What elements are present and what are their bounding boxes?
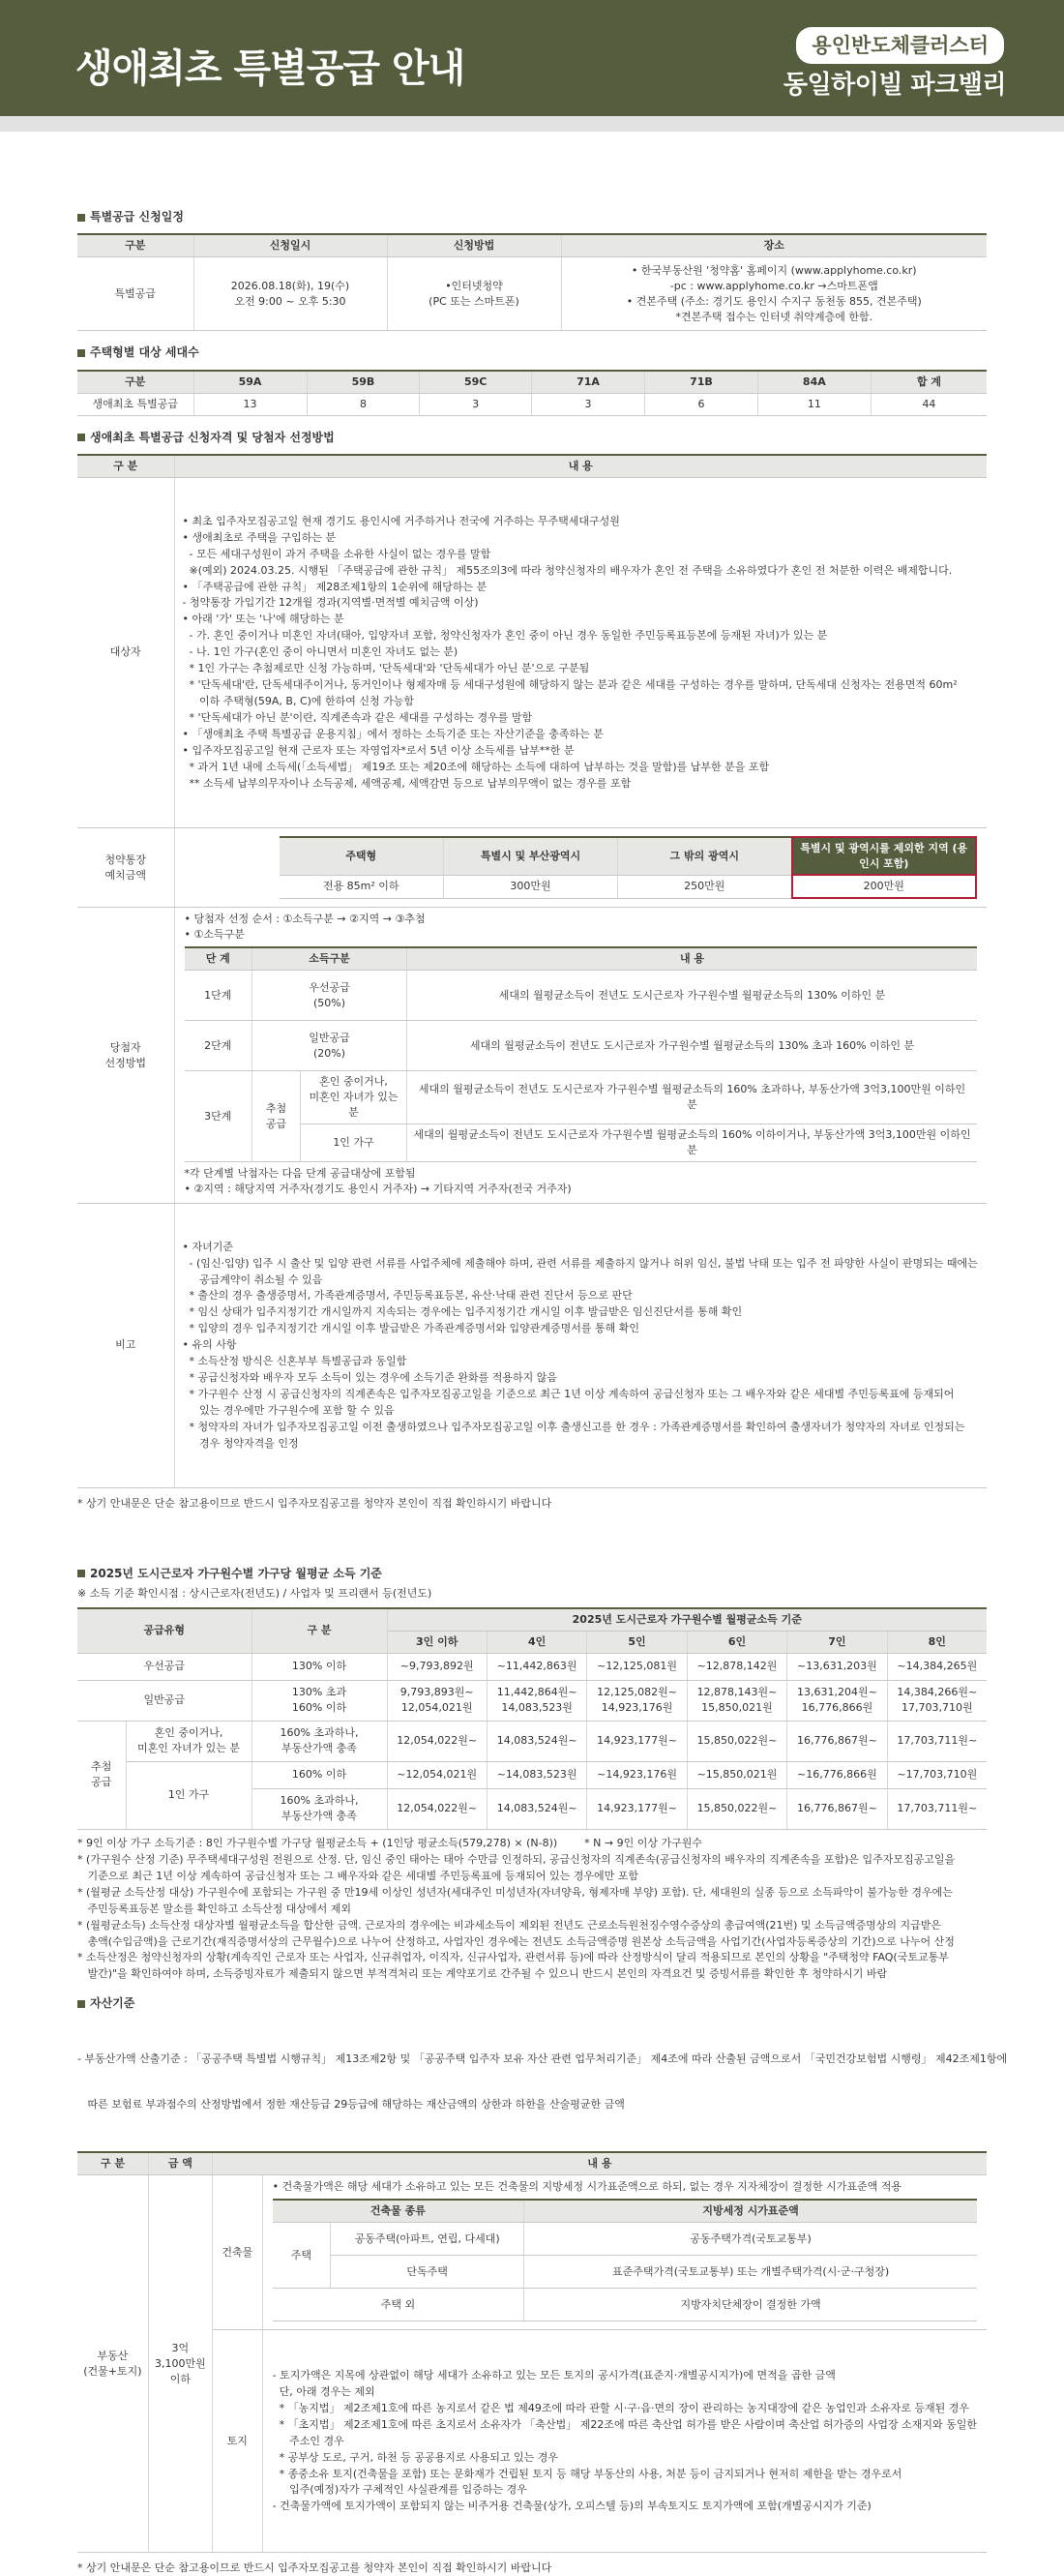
list-item: * 가구원수 산정 시 공급신청자의 직계존속은 입주자모집공고일을 기준으로 최근 1년 이상 계속하여 공급신청자 또는 그 배우자와 같은 세대별 주민등록표에 등재되어 [182, 1388, 955, 1401]
list-item: 이하 주택형(59A, B, C)에 한하여 신청 가능함 [182, 695, 415, 708]
cell: 13 [193, 393, 307, 415]
cell: 3단계 [185, 1071, 252, 1162]
table-header-row [77, 2152, 987, 2174]
section-subtitle: ※ 소득 기준 확인시점 : 상시근로자(전년도) / 사업자 및 프리랜서 등(전년도) [77, 1587, 432, 1601]
cell: ~12,125,081원 [587, 1653, 687, 1680]
text: 미혼인 자녀가 있는 분 [136, 1742, 241, 1755]
list-item: * 공부상 도로, 구거, 하천 등 공공용지로 사용되고 있는 경우 [272, 2450, 558, 2464]
list-item: 발간)"을 확인하여야 하며, 소득증빙자료가 제출되지 않으면 부적격처리 또는 계약포기로 간주될 수 있으니 반드시 본인의 자격요건 및 증빙서류를 확인한 후 청약하시기 바람 [77, 1967, 888, 1981]
cell: ~14,083,523원 [487, 1761, 586, 1788]
cell: 12,054,022원~ [387, 1721, 487, 1761]
cell: 토지 [212, 2330, 262, 2553]
note-2: * 상기 안내문은 단순 참고용이므로 반드시 입주자모집공고를 청약자 본인이 직접 확인하시기 바랍니다 [77, 2561, 552, 2575]
list-item: * 「농지법」 제2조제1호에 따른 농지로서 같은 법 제49조에 따라 관할 시·구·읍·면의 장이 관리하는 농지대장에 같은 농업인과 소유자로 등재된 경우 [272, 2401, 969, 2414]
cell: 44 [871, 393, 987, 415]
list-item: • 생애최초로 주택을 구입하는 분 [182, 530, 337, 544]
list-item: - 모든 세대구성원이 과거 주택을 소유한 사실이 없는 경우를 말함 [182, 547, 491, 560]
list-item: * (월평균소득) 소득산정 대상자별 월평균소득을 합산한 금액. 근로자의 경우에는 비과세소득이 제외된 전년도 근로소득원천징수영수증상의 총급여액(21번) 및 소득금액증명상의 지급받은 [77, 1918, 942, 1932]
cell: 14,083,524원~ [487, 1721, 586, 1761]
brand-badge: 용인반도체클러스터 [796, 27, 1004, 64]
table-row [77, 1653, 987, 1680]
table-row [273, 2289, 977, 2321]
text: 공급 [91, 1776, 112, 1789]
row-label [77, 908, 174, 1203]
text: 11,442,864원~ [496, 1686, 577, 1699]
th: 구분 [77, 234, 193, 256]
section-title-units [77, 344, 987, 361]
th: 84A [757, 371, 871, 393]
table-header-row [77, 1608, 987, 1631]
cell [787, 1680, 887, 1721]
text: 청약통장 [104, 853, 146, 866]
cell: 300만원 [444, 875, 618, 898]
cell: 공동주택(아파트, 연립, 다세대) [331, 2223, 524, 2256]
text: • ②지역 : 해당지역 거주자(경기도 용인시 거주자) → 기타지역 거주자(전국 거주자) [184, 1182, 572, 1195]
cell [251, 1788, 387, 1829]
list-item: * '단독세대가 아닌 분'이란, 직계존속과 같은 세대를 구성하는 경우를 말함 [182, 711, 533, 725]
list-item: * 종중소유 토지(건축물을 포함) 또는 문화재가 건립된 토지 등 해당 부동산의 사용, 처분 등이 금지되거나 현저히 제한을 받는 경우로서 [272, 2467, 902, 2480]
cell: 14,923,177원~ [587, 1788, 687, 1829]
income-table [77, 1607, 987, 1830]
cell [77, 1721, 126, 1829]
th: 지방세정 시가표준액 [524, 2200, 977, 2222]
table-row [77, 1761, 987, 1788]
cell [126, 1721, 251, 1761]
cell: 14,923,177원~ [587, 1721, 687, 1761]
list-item: 있는 경우에만 가구원수에 포함 할 수 있음 [182, 1404, 395, 1418]
list-item: * 소득산정은 청약신청자의 상황(계속직인 근로자 또는 사업자, 신규취업자, 이직자, 신규사업자, 관련서류 등)에 따라 산정방식이 달리 적용되므로 본인의 상황을 "주택청약 FAQ(국토교통부 [77, 1951, 949, 1964]
text: 일반공급 [309, 1031, 350, 1044]
cell: 공동주택가격(국토교통부) [524, 2223, 977, 2256]
list-item: * 청약자의 자녀가 입주자모집공고일 이전 출생하였으나 입주자모집공고일 이후 출생신고를 한 경우 : 가족관계증명서를 확인하여 출생자녀가 청약자의 자녀로 인정되는 [182, 1420, 965, 1433]
remark-list [183, 1240, 980, 1452]
cell: 15,850,022원~ [687, 1721, 786, 1761]
th: 2025년 도시근로자 가구원수별 월평균소득 기준 [387, 1608, 987, 1631]
target-list [183, 514, 980, 792]
table-header-row [280, 837, 977, 876]
cell [561, 257, 987, 331]
text: 9,793,893원~ [399, 1686, 474, 1699]
text: 160% 초과하나, [280, 1794, 359, 1808]
cell: 특별공급 [77, 257, 193, 331]
cell: 건축물 [212, 2175, 262, 2330]
text: 추첨 [91, 1760, 112, 1774]
list-item: - 가. 혼인 중이거나 미혼인 자녀(태아, 입양자녀 포함, 청약신청자가 혼인 중이 아닌 경우 동일한 주민등록표등본에 등재된 자녀)가 있는 분 [182, 629, 828, 643]
cell [252, 971, 407, 1021]
th: 합 계 [871, 371, 987, 393]
text: (PC 또는 스마트폰) [429, 294, 519, 308]
cell [587, 1680, 687, 1721]
list-item: * (월평균 소득산정 대상) 가구원수에 포함되는 가구원 중 만19세 이상인 성년자(세대주인 미성년자(자녀양육, 형제자매 부양) 포함). 단, 세대원의 실종 등으로 소득파악이 불가능한 경우에는 [77, 1885, 953, 1899]
list-item: * 소득산정 방식은 신혼부부 특별공급과 동일함 [182, 1355, 407, 1368]
th: 금 액 [148, 2152, 212, 2174]
table-header-row [185, 947, 978, 970]
text: 우선공급 [309, 980, 350, 994]
schedule-table [77, 233, 987, 331]
text: 2026.08.18(화), 19(수) [230, 279, 350, 292]
table-row [77, 257, 987, 331]
list-item: 기준으로 최근 1년 이상 계속하여 공급신청자 또는 그 배우자와 같은 세대별 주민등록표에 등재되어 있는 경우에만 포함 [77, 1869, 638, 1882]
list-item: * '단독세대'란, 단독세대주이거나, 동거인이나 형제자매 등 세대구성원에 해당하지 않는 분과 같은 세대를 구성하는 경우를 말하며, 단독세대 신청자는 전용면적 60m² [182, 678, 958, 692]
list-item: 주소인 경우 [272, 2434, 344, 2447]
cell [252, 1021, 407, 1071]
cell: ~16,776,866원 [787, 1761, 887, 1788]
list-item: 경우 청약자격을 인정 [182, 1436, 299, 1450]
row-label: 비고 [77, 1203, 174, 1487]
list-item: - 청약통장 가입기간 12개월 경과(지역별·면적별 예치금액 이상) [182, 596, 479, 610]
cell: 12,054,022원~ [387, 1788, 487, 1829]
square-bullet-icon [77, 214, 85, 222]
target-content [174, 477, 987, 827]
cell: 세대의 월평균소득이 전년도 도시근로자 가구원수별 월평균소득의 160% 이하이거나, 부동산가액 3억3,100만원 이하인 분 [407, 1124, 978, 1162]
table-row [280, 875, 977, 898]
cell: 11 [757, 393, 871, 415]
winner-table [185, 946, 978, 1162]
row-label [77, 827, 174, 908]
list-item: * 과거 1년 내에 소득세(「소득세법」 제19조 또는 제20조에 해당하는 소득에 대하여 납부하는 것을 말함)를 납부한 분을 포함 [182, 760, 770, 773]
text: 3,100만원 [154, 2356, 206, 2370]
text: *견본주택 접수는 인터넷 취약계층에 한함. [675, 310, 873, 323]
text: (50%) [312, 996, 346, 1009]
cell: ~14,384,265원 [887, 1653, 987, 1680]
list-item: ** 소득세 납부의무자이나 소득공제, 세액공제, 세액감면 등으로 납부의무액이 없는 경우를 포함 [182, 776, 632, 790]
list-item: - 토지가액은 지목에 상관없이 해당 세대가 소유하고 있는 모든 토지의 공시가격(표준지·개별공시지가)에 면적을 곱한 금액 [272, 2368, 836, 2381]
list-item: • 유의 사항 [182, 1338, 237, 1352]
qualification-table [77, 454, 987, 1488]
text: • 당첨자 선정 순서 : ①소득구분 → ②지역 → ③추첨 [184, 913, 426, 926]
th: 8인 [887, 1631, 987, 1653]
cell: 세대의 월평균소득이 전년도 도시근로자 가구원수별 월평균소득의 130% 이하인 분 [407, 971, 978, 1021]
cell: 지방자치단체장이 결정한 가액 [524, 2289, 977, 2321]
table-row [77, 2175, 987, 2330]
list-item: • 「생애최초 주택 특별공급 운용지침」에서 정하는 소득기준 또는 자산기준을 충족하는 분 [182, 727, 604, 740]
text: 3억 [171, 2341, 190, 2354]
cell: 세대의 월평균소득이 전년도 도시근로자 가구원수별 월평균소득의 160% 초과하나, 부동산가액 3억3,100만원 이하인 분 [407, 1071, 978, 1124]
cell [387, 1680, 487, 1721]
cell [251, 1721, 387, 1761]
cell: ~11,442,863원 [487, 1653, 586, 1680]
cell [262, 2175, 987, 2330]
cell: 14,083,524원~ [487, 1788, 586, 1829]
cell: ~14,923,176원 [587, 1761, 687, 1788]
table-row [185, 971, 978, 1021]
cell: 6 [645, 393, 758, 415]
list-item: * 「초지법」 제2조제1호에 따른 초지로서 소유자가 「축산법」 제22조에 따른 축산업 허가를 받은 사람이며 축산업 허가증의 사업장 소재지와 동일한 [272, 2417, 977, 2431]
text: -pc : www.applyhome.co.kr →스마트폰앱 [669, 279, 878, 292]
text: 부동산가액 충족 [281, 1742, 357, 1755]
cell: 8 [307, 393, 420, 415]
th: 소득구분 [252, 947, 407, 970]
page-title: 생애최초 특별공급 안내 [75, 46, 465, 91]
income-notes [77, 1836, 987, 1982]
cell [301, 1071, 407, 1124]
cell: 250만원 [618, 875, 792, 898]
th: 내 용 [212, 2152, 987, 2174]
building-table [273, 2199, 977, 2321]
th: 주택형 [280, 837, 444, 876]
cell: 일반공급 [77, 1680, 251, 1721]
section-title-qualification [77, 430, 987, 446]
list-item: • 「주택공급에 관한 규칙」 제28조제1항의 1순위에 해당하는 분 [182, 580, 488, 593]
list-item: * 9인 이상 가구 소득기준 : 8인 가구원수별 가구당 월평균소득 + (1인당 평균소득(579,278) × (N-8)) * N → 9인 이상 가구원수 [77, 1836, 702, 1849]
cell [262, 2330, 987, 2553]
list-item: - (임신·입양) 입주 시 출산 및 입양 관련 서류를 사업주체에 제출해야 하며, 관련 서류를 제출하지 않거나 허위 임신, 불법 낙태 또는 입주 전 파양한 사실이 판명되는 때에는 [182, 1256, 978, 1270]
text: 예치금액 [104, 868, 146, 882]
text: 14,083,523원 [501, 1701, 573, 1715]
land-list [273, 2368, 977, 2514]
text: 따른 보험료 부과점수의 산정방법에서 정한 재산등급 29등급에 해당하는 재산금액의 상한과 하한을 산술평균한 금액 [77, 2098, 625, 2112]
list-item: 주민등록표등본 말소를 확인하고 소득산정 대상에서 제외 [77, 1902, 351, 1915]
cell [387, 257, 561, 331]
text: 혼인 중이거나, [319, 1075, 388, 1089]
cell: 16,776,867원~ [787, 1721, 887, 1761]
list-item: * (가구원수 산정 기준) 무주택세대구성원 전원으로 산정. 단, 임신 중인 태아는 태아 수만큼 인정하되, 공급신청자의 직계존속(공급신청자의 배우자의 직계존속을 포함)은 입주자모집공고일을 [77, 1852, 956, 1866]
list-item: 총액(수입금액)을 근로기간(재직증명서상의 근무월수)으로 나누어 산정하고, 사업자인 경우에는 전년도 소득금액증명 원본상 소득금액을 사업기간(사업자등록증상의 기간)으로 나누어 산정 [77, 1934, 955, 1948]
text: 이하 [169, 2372, 191, 2385]
cell: 15,850,022원~ [687, 1788, 786, 1829]
cell: 2단계 [185, 1021, 252, 1071]
th: 신청방법 [387, 234, 561, 256]
table-row [77, 1680, 987, 1721]
cell [193, 257, 387, 331]
text: 공급 [265, 1117, 287, 1130]
text: 160% 초과하나, [280, 1726, 359, 1740]
list-item: • 아래 '가' 또는 '나'에 해당하는 분 [182, 613, 344, 626]
list-item: ※(예외) 2024.03.25. 시행된 「주택공급에 관한 규칙」 제55조의3에 따라 청약신청자의 배우자가 혼인 전 주택을 소유하였다가 혼인 전 처분한 이력은 배제합니다. [182, 563, 953, 577]
cell: 17,703,711원~ [887, 1788, 987, 1829]
th: 신청일시 [193, 234, 387, 256]
table-row-winner [77, 908, 987, 1203]
table-row [185, 1021, 978, 1071]
square-bullet-icon [77, 434, 85, 441]
th: 구 분 [77, 2152, 148, 2174]
table-row [185, 1124, 978, 1162]
winner-content [174, 908, 987, 1203]
th: 내 용 [174, 455, 987, 477]
text: 16,776,866원 [801, 1701, 873, 1715]
cell: 130% 이하 [251, 1653, 387, 1680]
row-label: 대상자 [77, 477, 174, 827]
text: 12,878,143원~ [696, 1686, 778, 1699]
cell: 우선공급 [77, 1653, 251, 1680]
th: 59B [307, 371, 420, 393]
cell [251, 1680, 387, 1721]
th: 장소 [561, 234, 987, 256]
cell: ~12,054,021원 [387, 1761, 487, 1788]
table-row [77, 393, 987, 415]
table-row [77, 2330, 987, 2553]
text: 부동산가액 충족 [281, 1810, 357, 1823]
remark-content [174, 1203, 987, 1487]
list-item: • 자녀기준 [182, 1240, 233, 1253]
text: 당첨자 [109, 1040, 141, 1054]
th: 단 계 [185, 947, 252, 970]
th: 구 분 [251, 1608, 387, 1653]
table-header-row [77, 371, 987, 393]
deposit-table [280, 836, 978, 900]
cell: 주택 외 [273, 2289, 524, 2321]
cell [887, 1680, 987, 1721]
list-item: - 건축물가액에 토지가액이 포함되지 않는 비주거용 건축물(상가, 오피스텔 등)의 부속토지도 토지가액에 포함(개별공시지가 기준) [272, 2500, 872, 2513]
cell: 1단계 [185, 971, 252, 1021]
text: - 부동산가액 산출기준 : 「공공주택 특별법 시행규칙」 제13조제2항 및 「공공주택 입주자 보유 자산 관련 업무처리기준」 제4조에 따라 산출된 금액으로서 「국민건강보험법 시행령」 제42조제1항에 [77, 2052, 1008, 2065]
text: 미혼인 자녀가 있는 분 [309, 1091, 399, 1120]
list-item: 공급계약이 취소될 수 있음 [182, 1273, 323, 1286]
cell: 생애최초 특별공급 [77, 393, 193, 415]
cell: 3 [420, 393, 532, 415]
square-bullet-icon [77, 349, 85, 357]
cell: ~12,878,142원 [687, 1653, 786, 1680]
th: 구분 [77, 371, 193, 393]
cell: ~9,793,892원 [387, 1653, 487, 1680]
th: 7인 [787, 1631, 887, 1653]
cell [77, 2175, 148, 2553]
table-header-row [273, 2200, 977, 2222]
cell [148, 2175, 212, 2553]
text: • 건축물가액은 해당 세대가 소유하고 있는 모든 건축물의 지방세정 시가표준액으로 하되, 없는 경우 지자체장이 결정한 시가표준액 적용 [272, 2180, 901, 2194]
section-title-text: 자산기준 [90, 1996, 135, 2011]
section-title-text: 특별공급 신청일정 [90, 210, 184, 224]
cell: ~13,631,203원 [787, 1653, 887, 1680]
note-1: * 상기 안내문은 단순 참고용이므로 반드시 입주자모집공고를 청약자 본인이 직접 확인하시기 바랍니다 [77, 1496, 552, 1510]
list-item: * 출산의 경우 출생증명서, 가족관계증명서, 주민등록표등본, 유산·낙태 관련 진단서 등으로 판단 [182, 1289, 633, 1303]
cell: 표준주택가격(국토교통부) 또는 개별주택가격(시·군·구청장) [524, 2256, 977, 2289]
asset-subtitle [77, 2021, 1008, 2144]
list-item: • 최초 입주자모집공고일 현재 경기도 용인시에 거주하거나 전국에 거주하는 무주택세대구성원 [182, 514, 620, 527]
square-bullet-icon [77, 2000, 85, 2008]
table-header-row [77, 455, 987, 477]
text: *각 단계별 낙첨자는 다음 단계 공급대상에 포함됨 [184, 1166, 416, 1180]
square-bullet-icon [77, 1570, 85, 1577]
text: 12,125,082원~ [597, 1686, 677, 1699]
cell-highlight: 200만원 [792, 875, 977, 898]
text: • ①소득구분 [184, 928, 245, 942]
table-row-remark [77, 1203, 987, 1487]
cell: ~17,703,710원 [887, 1761, 987, 1788]
th: 59A [193, 371, 307, 393]
list-item: * 공급신청자와 배우자 모두 소득이 있는 경우에 소득기준 완화를 적용하지 않음 [182, 1371, 557, 1385]
list-item: - 나. 1인 가구(혼인 중이 아니면서 미혼인 자녀도 없는 분) [182, 645, 458, 659]
text: 15,850,021원 [701, 1701, 773, 1715]
text: 130% 초과 [291, 1686, 347, 1699]
cell [687, 1680, 786, 1721]
th: 특별시 및 부산광역시 [444, 837, 618, 876]
text: 14,923,176원 [601, 1701, 673, 1715]
table-row-deposit [77, 827, 987, 908]
text: 오전 9:00 ~ 오후 5:30 [234, 294, 346, 308]
section-title-asset [77, 1995, 987, 2012]
th: 3인 이하 [387, 1631, 487, 1653]
th: 내 용 [407, 947, 978, 970]
brand-name: 동일하이빌 파크밸리 [783, 71, 1006, 100]
cell: 1인 가구 [301, 1124, 407, 1162]
cell [487, 1680, 586, 1721]
cell [252, 1071, 301, 1162]
list-item: * 임신 상태가 입주지정기간 개시일까지 지속되는 경우에는 입주지정기간 개시일 이후 발급받은 임신진단서를 통해 확인 [182, 1305, 743, 1319]
list-item: * 1인 가구는 추첨제로만 신청 가능하며, '단독세대'와 '단독세대가 아닌 분'으로 구분됨 [182, 662, 590, 675]
th: 건축물 종류 [273, 2200, 524, 2222]
th: 구 분 [77, 455, 174, 477]
list-item: 입주(예정)자가 구체적인 사실관계를 입증하는 경우 [272, 2483, 527, 2497]
text: 14,384,266원~ [897, 1686, 978, 1699]
text: 혼인 중이거나, [154, 1726, 223, 1740]
th: 그 밖의 광역시 [618, 837, 792, 876]
table-row [185, 1071, 978, 1124]
cell: 16,776,867원~ [787, 1788, 887, 1829]
cell: 3 [532, 393, 645, 415]
th-highlight: 특별시 및 광역시를 제외한 지역 (용인시 포함) [792, 837, 977, 876]
text: • 한국부동산원 '청약홈' 홈페이지 (www.applyhome.co.kr) [631, 263, 917, 277]
table-row-target [77, 477, 987, 827]
cell: ~15,850,021원 [687, 1761, 786, 1788]
list-item: • 입주자모집공고일 현재 근로자 또는 자영업자*로서 5년 이상 소득세를 납부**한 분 [182, 743, 575, 757]
text: (건물+토지) [83, 2364, 142, 2378]
content [0, 132, 1064, 2576]
cell: 17,703,711원~ [887, 1721, 987, 1761]
table-row [77, 1721, 987, 1761]
asset-table [77, 2151, 987, 2553]
list-item: * 입양의 경우 입주지정기간 개시일 이후 발급받은 가족관계증명서와 입양관계증명서를 통해 확인 [182, 1322, 639, 1335]
deposit-content [174, 827, 987, 908]
text: 선정방법 [104, 1056, 146, 1069]
units-table [77, 370, 987, 416]
th: 5인 [587, 1631, 687, 1653]
section-title-text: 2025년 도시근로자 가구원수별 가구당 월평균 소득 기준 [90, 1566, 382, 1580]
cell: 주택 [273, 2223, 331, 2289]
text: •인터넷청약 [445, 279, 503, 292]
section-title-text: 생애최초 특별공급 신청자격 및 당첨자 선정방법 [90, 430, 335, 444]
cell: 1인 가구 [126, 1761, 251, 1829]
th: 4인 [487, 1631, 586, 1653]
text: 13,631,204원~ [796, 1686, 877, 1699]
cell: 세대의 월평균소득이 전년도 도시근로자 가구원수별 월평균소득의 130% 초과 160% 이하인 분 [407, 1021, 978, 1071]
text: 160% 이하 [291, 1701, 347, 1715]
cell: 전용 85m² 이하 [280, 875, 444, 898]
table-row [273, 2256, 977, 2289]
th: 공급유형 [77, 1608, 251, 1653]
cell: 단독주택 [331, 2256, 524, 2289]
text: • 견본주택 (주소: 경기도 용인시 수지구 동천동 855, 견본주택) [626, 294, 922, 308]
th: 6인 [687, 1631, 786, 1653]
text: 부동산 [97, 2349, 129, 2362]
section-title-text: 주택형별 대상 세대수 [90, 345, 199, 360]
section-title-schedule [77, 209, 987, 225]
list-item: 단, 아래 경우는 제외 [272, 2384, 375, 2398]
th: 59C [420, 371, 532, 393]
table-row [273, 2223, 977, 2256]
th: 71B [645, 371, 758, 393]
cell: 160% 이하 [251, 1761, 387, 1788]
page-header [0, 0, 1064, 132]
text: 17,703,710원 [901, 1701, 973, 1715]
text: 추첨 [265, 1101, 287, 1115]
th: 71A [532, 371, 645, 393]
text: (20%) [312, 1046, 346, 1060]
text: 12,054,021원 [400, 1701, 473, 1715]
table-header-row [77, 234, 987, 256]
section-title-income [77, 1566, 987, 1582]
